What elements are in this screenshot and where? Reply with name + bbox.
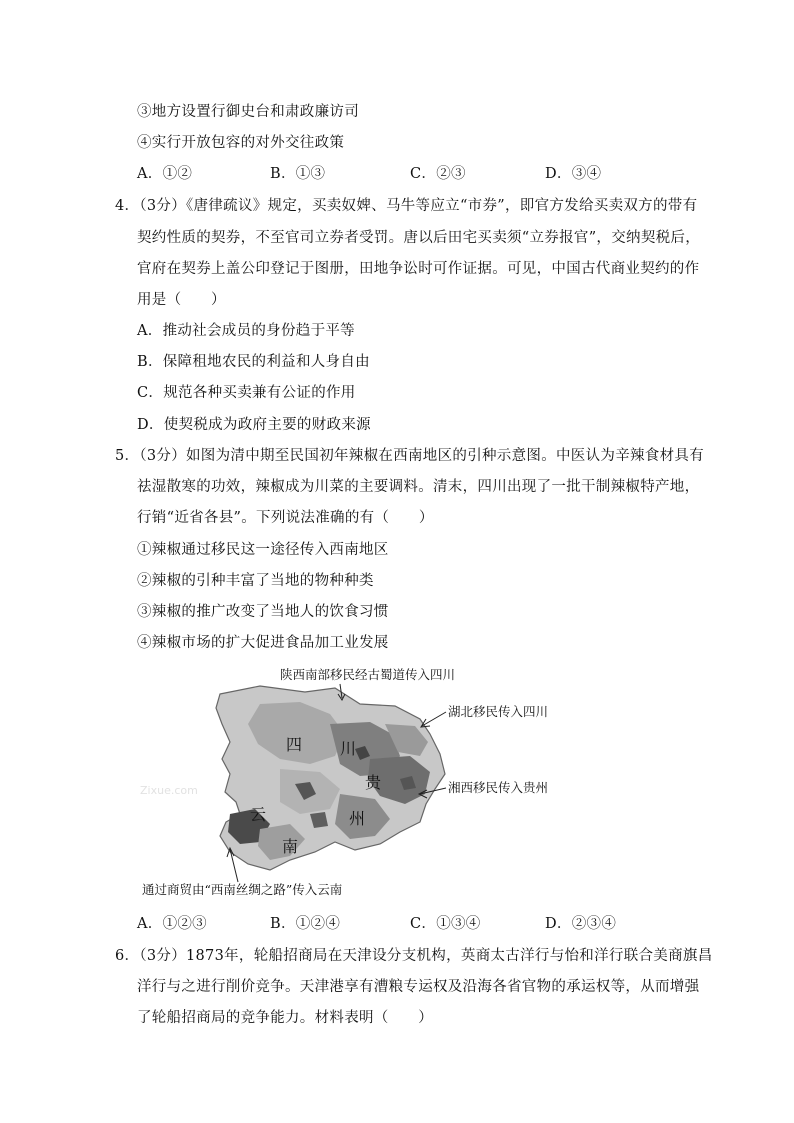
q3-item-3: ③地方设置行御史台和肃政廉访司 [137, 104, 359, 120]
q4-stem-line-4: 用是（ ） [137, 292, 226, 308]
q4-choice-c: C．规范各种买卖兼有公证的作用 [137, 385, 356, 401]
prov-label-nan: 南 [282, 837, 299, 856]
q4-choice-d: D．使契税成为政府主要的财政来源 [137, 417, 371, 433]
q5-option-c: C．①③④ [410, 916, 481, 932]
q4-stem-line-2: 契约性质的契券，不至官司立券者受罚。唐以后田宅买卖须“立券报官”，交纳契税后， [137, 230, 701, 246]
q6-stem-line-1: 6．（3分）1873年，轮船招商局在天津设分支机构，英商太古洋行与怡和洋行联合美商旗昌 [115, 948, 713, 964]
q4-stem-line-1: 4．（3分）《唐律疏议》规定，买卖奴婢、马牛等应立“市券”，即官方发给买卖双方的带有 [115, 198, 698, 214]
q5-stem-line-2: 祛湿散寒的功效，辣椒成为川菜的主要调料。清末，四川出现了一批干制辣椒特产地， [137, 479, 700, 495]
map-label-xiangxi: 湘西移民传入贵州 [448, 780, 549, 795]
q3-option-a: A．①② [137, 166, 193, 182]
prov-label-si: 四 [286, 735, 303, 754]
prov-label-yun: 云 [250, 805, 267, 824]
map-label-hubei: 湖北移民传入四川 [448, 704, 549, 719]
q3-option-b: B．①③ [270, 166, 326, 182]
q5-option-b: B．①②④ [270, 916, 341, 932]
q5-item-4: ④辣椒市场的扩大促进食品加工业发展 [137, 635, 389, 651]
q5-item-2: ②辣椒的引种丰富了当地的物种种类 [137, 573, 374, 589]
q4-stem-line-3: 官府在契券上盖公印登记于图册，田地争讼时可作证据。可见，中国古代商业契约的作 [137, 261, 700, 277]
q5-option-a: A．①②③ [137, 916, 207, 932]
q4-choice-a: A．推动社会成员的身份趋于平等 [137, 323, 355, 339]
pepper-spread-map [130, 664, 590, 900]
q5-stem-line-1: 5．（3分）如图为清中期至民国初年辣椒在西南地区的引种示意图。中医认为辛辣食材具有 [115, 448, 704, 464]
prov-label-gui: 贵 [365, 773, 382, 792]
prov-label-chuan: 川 [340, 739, 357, 758]
q3-option-c: C．②③ [410, 166, 466, 182]
prov-label-zhou: 州 [349, 809, 366, 828]
map-label-bottom: 通过商贸由“西南丝绸之路”传入云南 [142, 882, 343, 897]
q5-item-1: ①辣椒通过移民这一途径传入西南地区 [137, 542, 389, 558]
q5-item-3: ③辣椒的推广改变了当地人的饮食习惯 [137, 604, 389, 620]
watermark-text: Zixue.com [140, 784, 198, 797]
q6-stem-line-3: 了轮船招商局的竞争能力。材料表明（ ） [137, 1010, 433, 1026]
q5-stem-line-3: 行销“近省各县”。下列说法准确的有（ ） [137, 510, 434, 526]
q5-option-d: D．②③④ [545, 916, 617, 932]
q3-option-d: D．③④ [545, 166, 602, 182]
q3-item-4: ④实行开放包容的对外交往政策 [137, 135, 345, 151]
map-label-top: 陕西南部移民经古蜀道传入四川 [280, 667, 456, 682]
q4-choice-b: B．保障租地农民的利益和人身自由 [137, 354, 370, 370]
q6-stem-line-2: 洋行与之进行削价竞争。天津港享有漕粮专运权及沿海各省官物的承运权等，从而增强 [137, 979, 700, 995]
